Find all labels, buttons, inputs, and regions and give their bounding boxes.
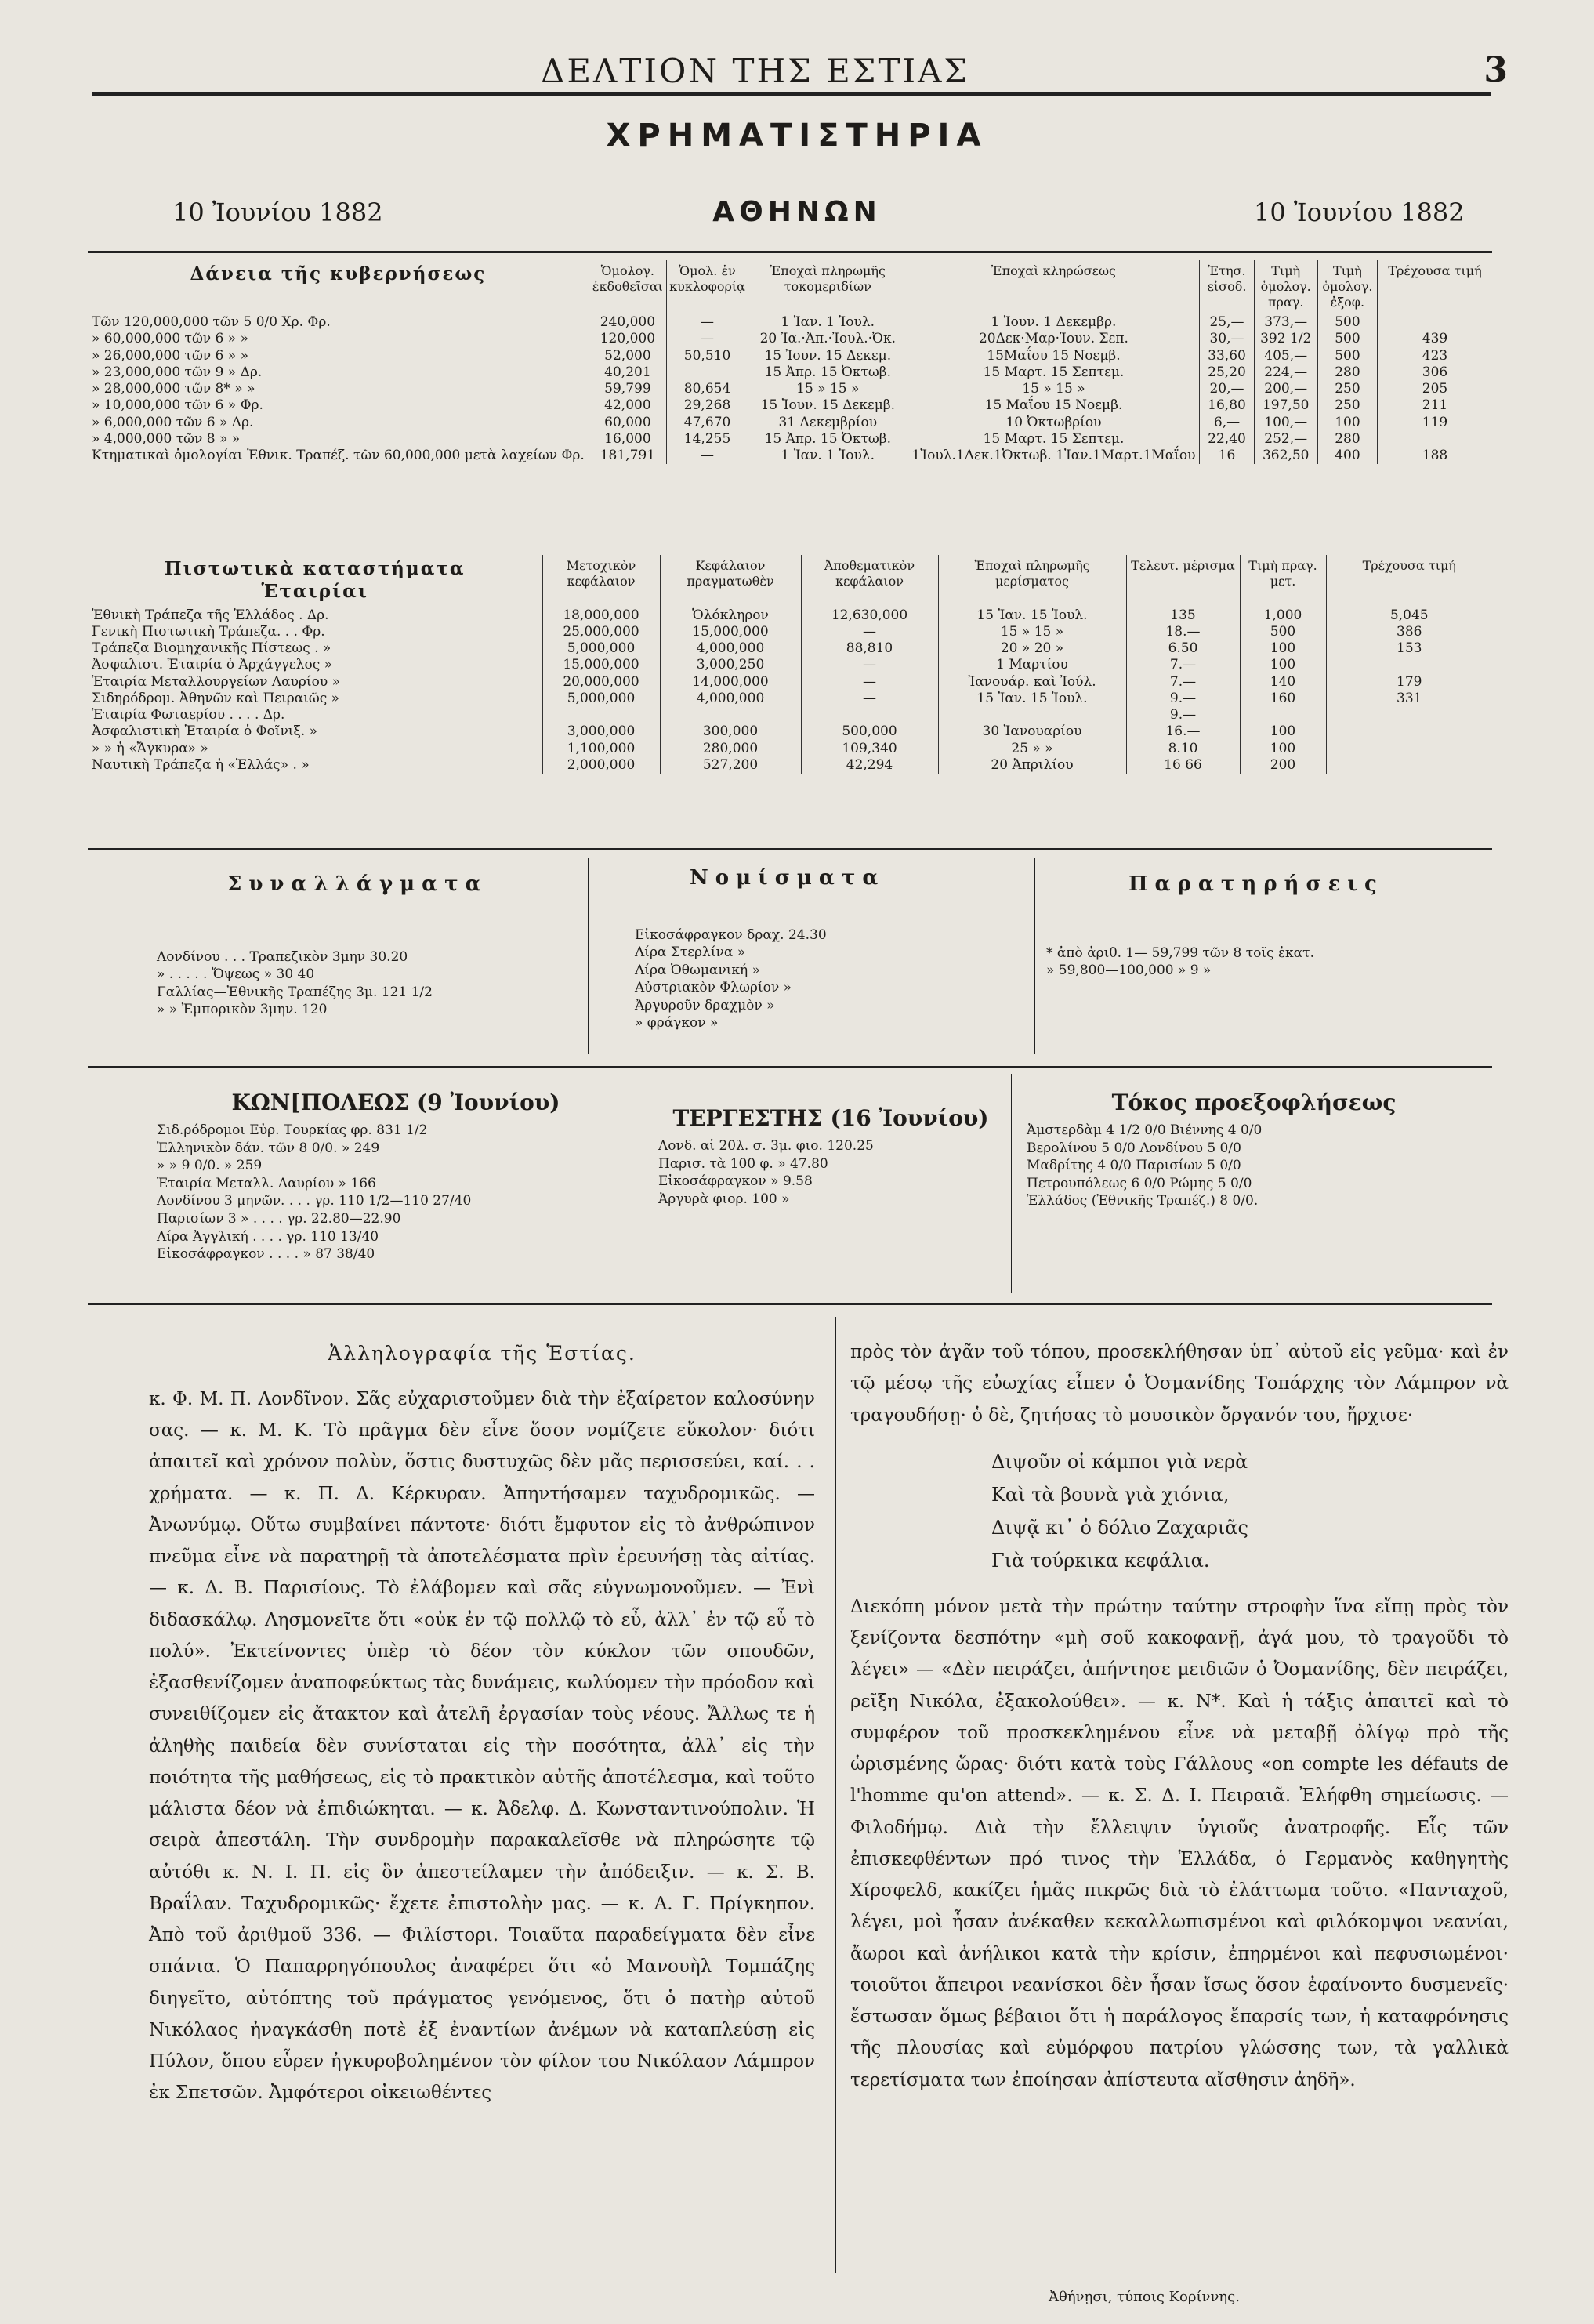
loans-cell: [1378, 314, 1493, 332]
credit-cell: Ἰανουάρ. καὶ Ἰούλ.: [938, 674, 1126, 691]
loans-cell: 250: [1317, 381, 1377, 397]
constantinople-row: Λονδίνου 3 μηνῶν. . . . γρ. 110 1/2—110 27/40: [157, 1193, 472, 1209]
constantinople-row: Σιδ.ρόδρομοι Εὐρ. Τουρκίας φρ. 831 1/2: [157, 1122, 428, 1138]
coins-row: Λίρα Στερλίνα »: [635, 944, 746, 961]
discount-row: Βερολίνου 5 0/0 Λονδίνου 5 0/0: [1027, 1140, 1241, 1156]
loans-cell: » 23,000,000 τῶν 9 » Δρ.: [92, 364, 263, 380]
coins-title: Νομίσματα: [690, 866, 886, 890]
credit-cell: 15 Ἰαν. 15 Ἰουλ.: [938, 691, 1126, 707]
credit-cell: 16.—: [1126, 723, 1240, 740]
credit-cell: 14,000,000: [660, 674, 801, 691]
city-heading: ΑΘΗΝΩΝ: [712, 196, 882, 228]
coins-list: [635, 926, 1027, 1032]
credit-cell: [542, 707, 660, 723]
credit-cell: » » ἡ «Ἄγκυρα» »: [92, 740, 208, 756]
loans-cell: 119: [1378, 415, 1493, 431]
credit-col-2: Ἀποθεματικὸν κεφάλαιον: [801, 555, 938, 607]
loans-cell: 15 Μαρτ. 15 Σεπτεμ.: [907, 364, 1200, 381]
notes-list: [1046, 944, 1485, 980]
loans-cell: 240,000: [589, 314, 666, 332]
constantinople-row: » » 9 0/0. » 259: [157, 1158, 263, 1174]
loans-cell: 15 » 15 »: [907, 381, 1200, 397]
coins-row: » φράγκον »: [635, 1015, 719, 1031]
credit-title-line2: Ἑταιρίαι: [261, 580, 368, 602]
loans-cell: 306: [1378, 364, 1493, 381]
loans-cell: 25,—: [1200, 314, 1254, 332]
credit-col-0: Μετοχικὸν κεφάλαιον: [542, 555, 660, 607]
credit-cell: Ἑταιρία Μεταλλουργείων Λαυρίου »: [92, 673, 340, 690]
loans-cell: 15 Ἀπρ. 15 Ὀκτωβ.: [748, 431, 907, 448]
loans-cell: 25,20: [1200, 364, 1254, 381]
exchange-row: » . . . . . Ὄψεως » 30 40: [157, 966, 315, 983]
credit-cell: —: [801, 624, 938, 640]
rule-under-city: [88, 251, 1492, 253]
loans-col-1: Ὁμολ. ἐν κυκλοφορίᾳ: [666, 260, 748, 314]
loans-cell: 59,799: [589, 381, 666, 397]
credit-row: [88, 741, 1492, 757]
loans-col-2: Ἐποχαὶ πληρωμῆς τοκομεριδίων: [748, 260, 907, 314]
loans-cell: 16: [1200, 448, 1254, 464]
credit-cell: 527,200: [660, 757, 801, 774]
loans-row: [88, 331, 1492, 347]
loans-cell: » 10,000,000 τῶν 6 » Φρ.: [92, 397, 263, 414]
loans-row: [88, 364, 1492, 381]
credit-cell: 4,000,000: [660, 640, 801, 657]
credit-cell: 500,000: [801, 723, 938, 740]
credit-row: [88, 723, 1492, 740]
constantinople-title: ΚΩΝ[ΠΟΛΕΩΣ (9 Ἰουνίου): [231, 1089, 560, 1115]
poem-line: Καὶ τὰ βουνὰ γιὰ χιόνια,: [991, 1483, 1230, 1506]
loans-cell: 20Δεκ·Μαρ·Ἰουν. Σεπ.: [907, 331, 1200, 347]
divider-exchange-coins: [588, 858, 589, 1054]
trieste-title: ΤΕΡΓΕΣΤΗΣ (16 Ἰουνίου): [672, 1105, 989, 1131]
credit-cell: Ἀσφαλιστ. Ἑταιρία ὁ Ἀρχάγγελος »: [92, 657, 333, 673]
poem-line: Διψᾷ κι᾽ ὁ δόλιο Ζαχαριᾶς: [991, 1516, 1248, 1539]
credit-cell: [1326, 757, 1492, 774]
correspondence-left-text: κ. Φ. Μ. Π. Λονδῖνον. Σᾶς εὐχαριστοῦμεν διὰ τὴν ἐξαίρετον καλοσύνην σας. — κ. Μ. Κ. Τὸ πρᾶγμα δὲν εἶνε ὅσον νομίζετε εὔκολον· διότι ἀπαιτεῖ καὶ χρόνον πολὺν, ὅστις δυστυχῶς δὲν μᾶς περισσεύει, καί. . . χρήματα. — κ. Π. Δ. Κέρκυραν. Ἀπηντήσαμεν ταχυδρομικῶς. — Ἀνωνύμῳ. Οὕτω συμβαίνει πάντοτε· διότι ἔμφυτον εἰς τὸ ἀνθρώπινον πνεῦμα εἶνε νὰ παρατηρῇ τὰ ἀποτελέσματα πρὶν ἐρευνήσῃ τὰς αἰτίας. — κ. Δ. Β. Παρισίους. Τὸ ἐλάβομεν καὶ σᾶς εὐγνωμονοῦμεν. — Ἐνὶ διδασκάλῳ. Λησμονεῖτε ὅτι «οὐκ ἐν τῷ πολλῷ τὸ εὖ, ἀλλ᾽ ἐν τῷ εὖ τὸ πολύ». Ἐκτείνοντες ὑπὲρ τὸ δέον τὸν κύκλον τῶν σπουδῶν, ἐξασθενίζομεν ἀναποφεύκτως τὰς δυνάμεις, κωλύομεν τὴν πρόοδον καὶ συνειθίζομεν εἰς ἄτακτον καὶ ἀτελῆ ἐργασίαν τοὺς νέους. Ἄλλως τε ἡ ἀληθὴς παιδεία δὲν συνίσταται εἰς τὴν ποσότητα, ἀλλ᾽ εἰς τὴν ποιότητα τῆς μαθήσεως, εἰς τὸ πρακτικὸν αὐτῆς ἀποτέλεσμα, καὶ τοῦτο μάλιστα δέον νὰ ἐπιδιώκηται. — κ. Ἀδελφ. Δ. Κωνσταντινούπολιν. Ἡ σειρὰ ἀπεστάλη. Τὴν συνδρομὴν παρακαλεῖσθε νὰ πληρώσητε τῷ αὐτόθι κ. Ν. Ι. Π. εἰς ὃν ἀπεστείλαμεν τὴν ἀπόδειξιν. — κ. Σ. Β. Βραΐλαν. Ταχυδρομικῶς· ἔχετε ἐπιστολὴν μας. — κ. Α. Γ. Πρίγκηπον. Ἀπὸ τοῦ ἀριθμοῦ 336. — Φιλίστορι. Τοιαῦτα παραδείγματα δὲν εἶνε σπάνια. Ὁ Παπαρρηγόπουλος ἀναφέρει ὅτι «ὁ Μανουὴλ Τομπάζης διηγεῖτο, αὐτόπτης τοῦ πράγματος γενόμενος, ὅτι ὁ πατὴρ αὐτοῦ Νικόλαος ἠναγκάσθη ποτὲ ἐξ ἐναντίων ἀνέμων νὰ καταπλεύσῃ εἰς Πύλον, ὅπου εὗρεν ἠγκυροβολημένον τὸν φίλον του Νικόλαον Λάμπρον ἐκ Σπετσῶν. Ἀμφότεροι οἰκειωθέντες: [149, 1388, 815, 2104]
credit-cell: 15 » 15 »: [938, 624, 1126, 640]
credit-cell: 7.—: [1126, 674, 1240, 691]
loans-cell: 6,—: [1200, 415, 1254, 431]
credit-cell: 20 Ἀπριλίου: [938, 757, 1126, 774]
notes-title: Παρατηρήσεις: [1128, 872, 1384, 896]
column-divider: [835, 1317, 836, 2273]
credit-row: [88, 624, 1492, 640]
credit-cell: 18,000,000: [542, 607, 660, 624]
credit-cell: 5,000,000: [542, 640, 660, 657]
credit-cell: Ἀσφαλιστικὴ Ἑταιρία ὁ Φοῖνιξ. »: [92, 723, 318, 740]
loans-cell: 1 Ἰαν. 1 Ἰουλ.: [748, 448, 907, 464]
credit-cell: 179: [1326, 674, 1492, 691]
loans-cell: 1 Ἰουν. 1 Δεκεμβρ.: [907, 314, 1200, 332]
credit-cell: 135: [1126, 607, 1240, 624]
loans-title: Δάνεια τῆς κυβερνήσεως: [88, 260, 589, 314]
loans-cell: 14,255: [666, 431, 748, 448]
credit-cell: [660, 707, 801, 723]
loans-cell: 40,201: [589, 364, 666, 381]
date-left: 10 Ἰουνίου 1882: [172, 198, 383, 227]
credit-cell: 30 Ἰανουαρίου: [938, 723, 1126, 740]
loans-col-3: Ἐποχαὶ κληρώσεως: [907, 260, 1200, 314]
loans-cell: 15 Μαρτ. 15 Σεπτεμ.: [907, 431, 1200, 448]
loans-cell: 80,654: [666, 381, 748, 397]
trieste-row: Λονδ. αἱ 20λ. σ. 3μ. φιο. 120.25: [658, 1138, 874, 1154]
loans-cell: 362,50: [1254, 448, 1317, 464]
divider-trieste-discount: [1011, 1074, 1012, 1293]
coins-row: Λίρα Ὀθωμανική »: [635, 962, 760, 978]
loans-cell: 392 1/2: [1254, 331, 1317, 347]
constantinople-row: Ἑταιρία Μεταλλ. Λαυρίου » 166: [157, 1175, 376, 1191]
loans-col-7: Τρέχουσα τιμή: [1378, 260, 1493, 314]
loans-cell: 29,268: [666, 397, 748, 414]
loans-cell: 205: [1378, 381, 1493, 397]
credit-cell: 4,000,000: [660, 691, 801, 707]
rule-above-markets: [88, 1066, 1492, 1068]
credit-cell: —: [801, 657, 938, 673]
credit-cell: Τράπεζα Βιομηχανικῆς Πίστεως . »: [92, 640, 331, 656]
rule-above-correspondence: [88, 1303, 1492, 1305]
discount-row: Ἀμστερδὰμ 4 1/2 0/0 Βιέννης 4 0/0: [1027, 1122, 1263, 1138]
credit-cell: 100: [1240, 640, 1326, 657]
credit-cell: [1240, 707, 1326, 723]
discount-box: [1027, 1089, 1481, 1210]
credit-cell: Ναυτικὴ Τράπεζα ἡ «Ἑλλάς» . »: [92, 756, 310, 773]
credit-row: [88, 640, 1492, 657]
credit-title: [88, 555, 542, 607]
loans-row: [88, 448, 1492, 464]
exchange-row: Λονδίνου . . . Τραπεζικὸν 3μην 30.20: [157, 949, 408, 965]
constantinople-row: Παρισίων 3 » . . . . γρ. 22.80—22.90: [157, 1211, 401, 1227]
loans-cell: 280: [1317, 431, 1377, 448]
trieste-row: Παρισ. τὰ 100 φ. » 47.80: [658, 1155, 828, 1172]
poem: [991, 1445, 1509, 1577]
loans-cell: —: [666, 314, 748, 332]
loans-cell: 439: [1378, 331, 1493, 347]
loans-cell: 181,791: [589, 448, 666, 464]
loans-cell: 31 Δεκεμβρίου: [748, 415, 907, 431]
loans-cell: [666, 364, 748, 381]
correspondence-right-text-2: Διεκόπη μόνον μετὰ τὴν πρώτην ταύτην στροφὴν ἵνα εἴπῃ πρὸς τὸν ξενίζοντα δεσπότην «μὴ σοῦ κακοφανῇ, ἀγά μου, τὸ τραγοῦδι τὸ λέγει» — «Δὲν πειράζει, ἀπήντησε μειδιῶν ὁ Ὀσμανίδης, δὲν πειράζει, ρεῖξη Νικόλα, ἐξακολούθει». — κ. Ν*. Καὶ ἡ τάξις ἀπαιτεῖ καὶ τὸ συμφέρον τοῦ προσκεκλημένου εἶνε νὰ μεταβῇ ὀλίγῳ πρὸ τῆς ὡρισμένης ὥρας· διότι κατὰ τοὺς Γάλλους «on compte les défauts de l'homme qu'on attend». — κ. Σ. Δ. Ι. Πειραιᾶ. Ἐλήφθη σημείωσις. — Φιλοδήμῳ. Διὰ τὴν ἔλλειψιν ὑγιοῦς ἀνατροφῆς. Εἷς τῶν ἐπισκεφθέντων πρό τινος τὴν Ἑλλάδα, ὁ Γερμανὸς καθηγητὴς Χίρσφελδ, κακίζει ἡμᾶς πικρῶς διὰ τὸ ἐλάττωμα τοῦτο. «Πανταχοῦ, λέγει, μοὶ ἦσαν ἀνέκαθεν κεκαλλωπισμένοι καὶ φιλόκομψοι νεανίαι, ἄωροι καὶ ἀνήλικοι κατὰ τὴν κρίσιν, ἐπηρμένοι καὶ πεφυσιωμένοι· τοιοῦτοι ἄπειροι νεανίσκοι δὲν ἦσαν ἴσως ὅσον ἐφαίνοντο δυσμενεῖς· ἔστωσαν ὅμως βέβαιοι ὅτι ἡ παράλογος ἔπαρσίς των, ἡ καταφρόνησις τῆς πλουσίας καὶ εὐμόρφου πατρίου γλώσσης των, τὰ γαλλικὰ τερετίσματα των ἐποίησαν ἀπίστευτα αἴσθησιν ἀηδῆ».: [850, 1596, 1509, 2090]
loans-cell: 20,—: [1200, 381, 1254, 397]
exchange-list: [157, 948, 580, 1019]
loans-cell: 400: [1317, 448, 1377, 464]
running-title: ΔΕΛΤΙΟΝ ΤΗΣ ΕΣΤΙΑΣ: [541, 52, 970, 90]
credit-cell: 7.—: [1126, 657, 1240, 673]
credit-cell: 88,810: [801, 640, 938, 657]
credit-col-1: Κεφάλαιον πραγματωθὲν: [660, 555, 801, 607]
loans-cell: 500: [1317, 314, 1377, 332]
credit-cell: 15,000,000: [542, 657, 660, 673]
loans-cell: 200,—: [1254, 381, 1317, 397]
credit-row: [88, 607, 1492, 624]
rule-above-exchange: [88, 848, 1492, 850]
loans-col-6: Τιμὴ ὁμολογ. ἐξοφ.: [1317, 260, 1377, 314]
credit-cell: 200: [1240, 757, 1326, 774]
loans-row: [88, 348, 1492, 364]
credit-cell: 386: [1326, 624, 1492, 640]
loans-cell: 224,—: [1254, 364, 1317, 381]
credit-cell: 109,340: [801, 741, 938, 757]
loans-cell: 15 Ἰουν. 15 Δεκεμ.: [748, 348, 907, 364]
loans-cell: 22,40: [1200, 431, 1254, 448]
correspondence-right-text-1: πρὸς τὸν ἀγᾶν τοῦ τόπου, προσεκλήθησαν ὑπ᾽ αὐτοῦ εἰς γεῦμα· καὶ ἐν τῷ μέσῳ τῆς εὐωχίας εἶπεν ὁ Ὀσμανίδης Τοπάρχης τὸν Λάμπρον νὰ τραγουδήσῃ· ὁ δὲ, ζητήσας τὸ μουσικὸν ὄργανόν του, ἤρχισε·: [850, 1342, 1509, 1426]
credit-cell: 9.—: [1126, 691, 1240, 707]
credit-cell: 5,045: [1326, 607, 1492, 624]
credit-cell: Γενικὴ Πιστωτικὴ Τράπεζα. . . Φρ.: [92, 623, 325, 640]
discount-title: Τόκος προεξοφλήσεως: [1111, 1089, 1397, 1115]
credit-cell: 42,294: [801, 757, 938, 774]
credit-row: [88, 707, 1492, 723]
loans-cell: 280: [1317, 364, 1377, 381]
loans-cell: 500: [1317, 331, 1377, 347]
loans-cell: 250: [1317, 397, 1377, 414]
constantinople-row: Εἰκοσάφραγκον . . . . » 87 38/40: [157, 1246, 375, 1263]
loans-cell: 500: [1317, 348, 1377, 364]
loans-cell: 373,—: [1254, 314, 1317, 332]
credit-cell: 331: [1326, 691, 1492, 707]
credit-cell: 100: [1240, 741, 1326, 757]
loans-table: [88, 260, 1492, 464]
credit-cell: 1 Μαρτίου: [938, 657, 1126, 673]
loans-cell: 15 Ἰουν. 15 Δεκεμβ.: [748, 397, 907, 414]
credit-title-line1: Πιστωτικὰ καταστήματα: [164, 558, 466, 579]
loans-cell: 30,—: [1200, 331, 1254, 347]
credit-cell: 1,100,000: [542, 741, 660, 757]
loans-cell: 100,—: [1254, 415, 1317, 431]
credit-col-4: Τελευτ. μέρισμα: [1126, 555, 1240, 607]
credit-col-5: Τιμὴ πραγ. μετ.: [1240, 555, 1326, 607]
loans-cell: 188: [1378, 448, 1493, 464]
loans-cell: 33,60: [1200, 348, 1254, 364]
credit-cell: 500: [1240, 624, 1326, 640]
loans-cell: 20 Ἰα.·Ἀπ.·Ἰουλ.·Ὀκ.: [748, 331, 907, 347]
loans-cell: 211: [1378, 397, 1493, 414]
loans-cell: 15 » 15 »: [748, 381, 907, 397]
exchange-title: Συναλλάγματα: [227, 872, 488, 896]
credit-cell: 3,000,250: [660, 657, 801, 673]
constantinople-row: Λίρα Ἀγγλική . . . . γρ. 110 13/40: [157, 1228, 379, 1245]
loans-row: [88, 381, 1492, 397]
notes-row: * ἀπὸ ἀριθ. 1— 59,799 τῶν 8 τοῖς ἑκατ.: [1046, 945, 1314, 961]
credit-cell: 9.—: [1126, 707, 1240, 723]
loans-cell: 15 Μαΐου 15 Νοεμβ.: [907, 397, 1200, 414]
credit-cell: 8.10: [1126, 741, 1240, 757]
loans-cell: 252,—: [1254, 431, 1317, 448]
discount-row: Μαδρίτης 4 0/0 Παρισίων 5 0/0: [1027, 1158, 1241, 1174]
credit-cell: 160: [1240, 691, 1326, 707]
credit-cell: 15 Ἰαν. 15 Ἰουλ.: [938, 607, 1126, 624]
loans-cell: » 60,000,000 τῶν 6 » »: [92, 331, 248, 347]
credit-row: [88, 757, 1492, 774]
loans-cell: —: [666, 448, 748, 464]
credit-cell: [938, 707, 1126, 723]
constantinople-row: Ἑλληνικὸν δάν. τῶν 8 0/0. » 249: [157, 1140, 380, 1156]
correspondence-right-column: [850, 1336, 1509, 2096]
poem-line: Διψοῦν οἱ κάμποι γιὰ νερὰ: [991, 1450, 1248, 1473]
loans-cell: 16,000: [589, 431, 666, 448]
loans-row: [88, 431, 1492, 448]
credit-cell: 25 » »: [938, 741, 1126, 757]
exchange-row: Γαλλίας—Ἐθνικῆς Τραπέζης 3μ. 121 1/2: [157, 984, 433, 1000]
credit-cell: 12,630,000: [801, 607, 938, 624]
credit-cell: [1326, 741, 1492, 757]
date-right: 10 Ἰουνίου 1882: [1254, 198, 1465, 227]
loans-cell: 100: [1317, 415, 1377, 431]
credit-cell: 153: [1326, 640, 1492, 657]
credit-cell: [1326, 707, 1492, 723]
credit-cell: Σιδηρόδρομ. Ἀθηνῶν καὶ Πειραιῶς »: [92, 690, 340, 706]
loans-cell: 52,000: [589, 348, 666, 364]
loans-cell: 15Μαΐου 15 Νοεμβ.: [907, 348, 1200, 364]
credit-cell: 5,000,000: [542, 691, 660, 707]
loans-cell: » 6,000,000 τῶν 6 » Δρ.: [92, 414, 254, 430]
loans-cell: 10 Ὀκτωβρίου: [907, 415, 1200, 431]
constantinople-box: [157, 1089, 635, 1264]
credit-table: [88, 555, 1492, 774]
loans-col-4: Ἐτησ. εἰσοδ.: [1200, 260, 1254, 314]
printer-footer: Ἀθήνῃσι, τύποις Κορίννης.: [1049, 2289, 1240, 2305]
loans-cell: 50,510: [666, 348, 748, 364]
credit-row: [88, 691, 1492, 707]
credit-cell: 6.50: [1126, 640, 1240, 657]
credit-cell: 18.—: [1126, 624, 1240, 640]
credit-cell: 15,000,000: [660, 624, 801, 640]
credit-cell: Ἐθνικὴ Τράπεζα τῆς Ἑλλάδος . Δρ.: [92, 607, 329, 623]
discount-row: Ἑλλάδος (Ἐθνικῆς Τραπέζ.) 8 0/0.: [1027, 1193, 1259, 1209]
correspondence-left-column: [149, 1336, 815, 2109]
running-header: [0, 49, 1594, 96]
credit-cell: —: [801, 691, 938, 707]
credit-cell: 100: [1240, 723, 1326, 740]
loans-row: [88, 397, 1492, 414]
loans-cell: » 26,000,000 τῶν 6 » »: [92, 347, 248, 364]
notes-row: » 59,800—100,000 » 9 »: [1046, 963, 1212, 979]
coins-row: Αὐστριακὸν Φλωρίον »: [635, 980, 792, 996]
credit-row: [88, 674, 1492, 691]
loans-cell: » 4,000,000 τῶν 8 » »: [92, 430, 241, 447]
credit-cell: [1326, 657, 1492, 673]
credit-cell: Ὁλόκληρον: [660, 607, 801, 624]
loans-cell: [1378, 431, 1493, 448]
loans-cell: Κτηματικαὶ ὁμολογίαι Ἐθνικ. Τραπέζ. τῶν 60,000,000 μετὰ λαχείων Φρ.: [92, 448, 585, 463]
loans-cell: 423: [1378, 348, 1493, 364]
credit-cell: 2,000,000: [542, 757, 660, 774]
loans-cell: Τῶν 120,000,000 τῶν 5 0/0 Χρ. Φρ.: [92, 314, 331, 330]
loans-cell: 1Ἰουλ.1Δεκ.1Ὀκτωβ. 1Ἰαν.1Μαρτ.1Μαΐου: [907, 448, 1200, 464]
trieste-box: [658, 1105, 1003, 1208]
credit-cell: 280,000: [660, 741, 801, 757]
correspondence-heading: Ἀλληλογραφία τῆς Ἑστίας.: [328, 1342, 636, 1365]
credit-cell: 25,000,000: [542, 624, 660, 640]
credit-cell: 100: [1240, 657, 1326, 673]
exchange-row: » » Ἐμπορικὸν 3μην. 120: [157, 1002, 328, 1018]
credit-cell: 16 66: [1126, 757, 1240, 774]
credit-cell: —: [801, 674, 938, 691]
credit-cell: 3,000,000: [542, 723, 660, 740]
credit-cell: 20,000,000: [542, 674, 660, 691]
credit-cell: 1,000: [1240, 607, 1326, 624]
credit-cell: [801, 707, 938, 723]
loans-cell: 405,—: [1254, 348, 1317, 364]
loans-cell: 42,000: [589, 397, 666, 414]
discount-row: Πετρουπόλεως 6 0/0 Ρώμης 5 0/0: [1027, 1175, 1252, 1191]
loans-cell: 47,670: [666, 415, 748, 431]
credit-cell: 300,000: [660, 723, 801, 740]
loans-cell: 1 Ἰαν. 1 Ἰουλ.: [748, 314, 907, 332]
page-number: 3: [1484, 50, 1508, 90]
divider-coins-notes: [1034, 858, 1035, 1054]
coins-row: Ἀργυροῦν δραχμὸν »: [635, 997, 775, 1013]
loans-cell: 16,80: [1200, 397, 1254, 414]
credit-col-6: Τρέχουσα τιμή: [1326, 555, 1492, 607]
header-rule: [92, 92, 1491, 96]
loans-row: [88, 415, 1492, 431]
loans-col-5: Τιμὴ ὁμολογ. πραγ.: [1254, 260, 1317, 314]
loans-cell: 60,000: [589, 415, 666, 431]
loans-col-0: Ὁμολογ. ἐκδοθεῖσαι: [589, 260, 666, 314]
loans-cell: 197,50: [1254, 397, 1317, 414]
credit-col-3: Ἐποχαὶ πληρωμῆς μερίσματος: [938, 555, 1126, 607]
trieste-row: Εἰκοσάφραγκον » 9.58: [658, 1173, 813, 1190]
credit-cell: Ἑταιρία Φωταερίου . . . . Δρ.: [92, 707, 285, 723]
loans-cell: —: [666, 331, 748, 347]
credit-cell: 20 » 20 »: [938, 640, 1126, 657]
trieste-row: Ἀργυρὰ φιορ. 100 »: [658, 1191, 790, 1207]
loans-cell: 120,000: [589, 331, 666, 347]
loans-cell: 15 Ἀπρ. 15 Ὀκτωβ.: [748, 364, 907, 381]
loans-cell: » 28,000,000 τῶν 8* » »: [92, 381, 255, 397]
loans-row: [88, 314, 1492, 332]
credit-cell: [1326, 723, 1492, 740]
credit-row: [88, 657, 1492, 673]
poem-line: Γιὰ τούρκικα κεφάλια.: [991, 1549, 1210, 1572]
credit-cell: 140: [1240, 674, 1326, 691]
section-title: ΧΡΗΜΑΤΙΣΤΗΡΙΑ: [606, 118, 988, 154]
coins-row: Εἰκοσάφραγκον δραχ. 24.30: [635, 927, 827, 943]
